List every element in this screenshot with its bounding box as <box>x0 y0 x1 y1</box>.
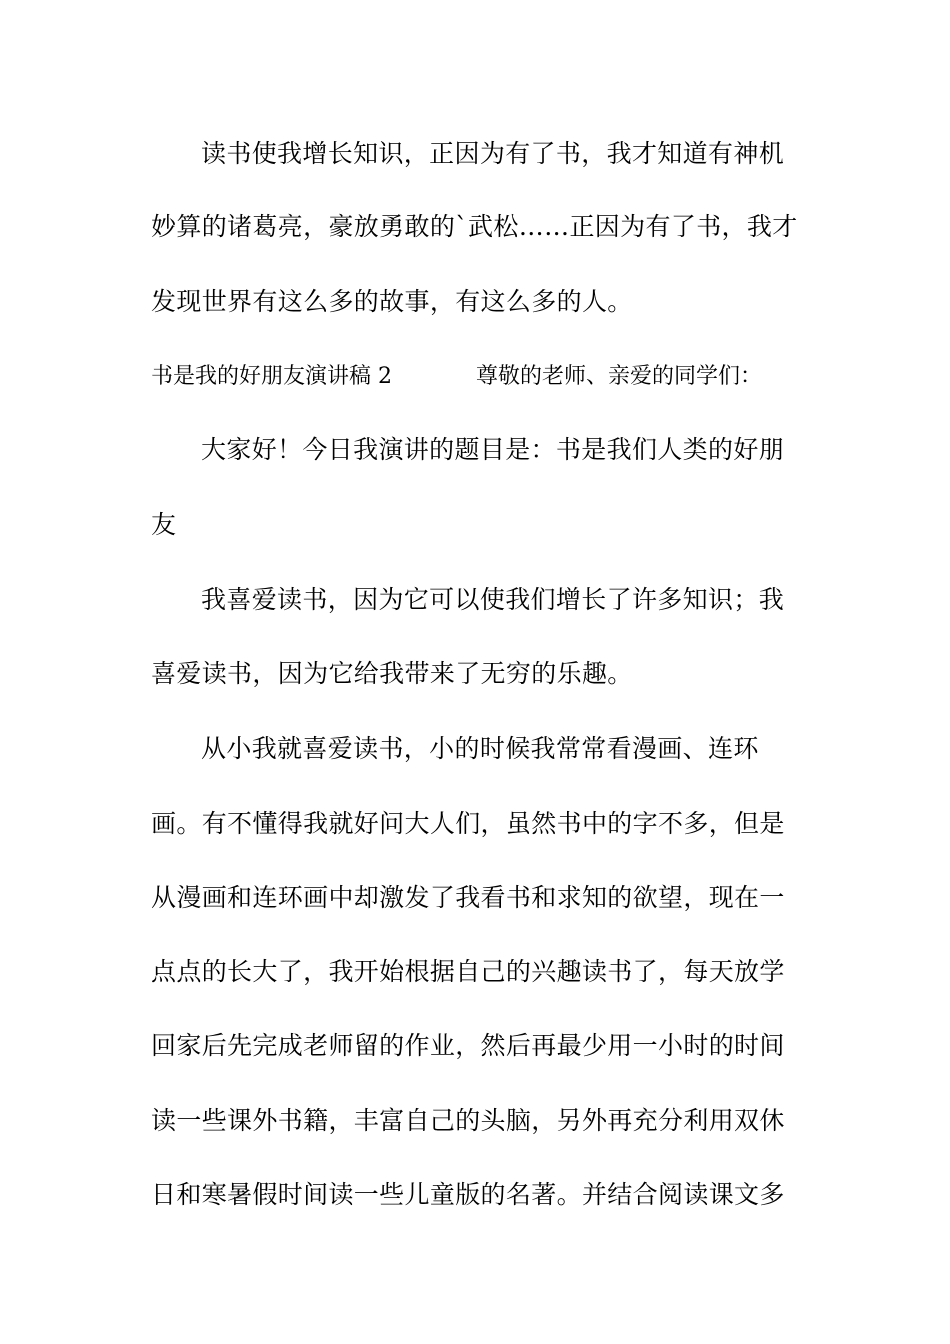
speech-title: 书是我的好朋友演讲稿 2 <box>151 364 392 389</box>
speech-heading <box>151 357 763 397</box>
paragraph-line: 读一些课外书籍，丰富自己的头脑，另外再充分利用双休 <box>151 1106 785 1135</box>
paragraph-line: 大家好！今日我演讲的题目是：书是我们人类的好朋 <box>201 435 785 464</box>
paragraph-line: 从小我就喜爱读书，小的时候我常常看漫画、连环 <box>201 734 759 763</box>
paragraph-line: 我喜爱读书，因为它可以使我们增长了许多知识；我 <box>201 585 785 614</box>
paragraph-line: 画。有不懂得我就好问大人们，虽然书中的字不多，但是 <box>151 809 785 838</box>
speech-greeting: 尊敬的老师、亲爱的同学们： <box>476 364 763 389</box>
paragraph-line: 回家后先完成老师留的作业，然后再最少用一小时的时间 <box>151 1031 785 1060</box>
paragraph-line: 从漫画和连环画中却激发了我看书和求知的欲望，现在一 <box>151 883 785 912</box>
paragraph-line: 妙算的诸葛亮，豪放勇敢的`武松……正因为有了书，我才 <box>151 212 798 241</box>
paragraph-line: 友 <box>151 510 177 539</box>
paragraph-line: 发现世界有这么多的故事，有这么多的人。 <box>151 287 633 316</box>
paragraph-line: 点点的长大了，我开始根据自己的兴趣读书了，每天放学 <box>151 957 785 986</box>
paragraph-line: 喜爱读书，因为它给我带来了无穷的乐趣。 <box>151 659 633 688</box>
paragraph-line: 日和寒暑假时间读一些儿童版的名著。并结合阅读课文多 <box>151 1180 785 1209</box>
paragraph-line: 读书使我增长知识，正因为有了书，我才知道有神机 <box>201 139 785 168</box>
